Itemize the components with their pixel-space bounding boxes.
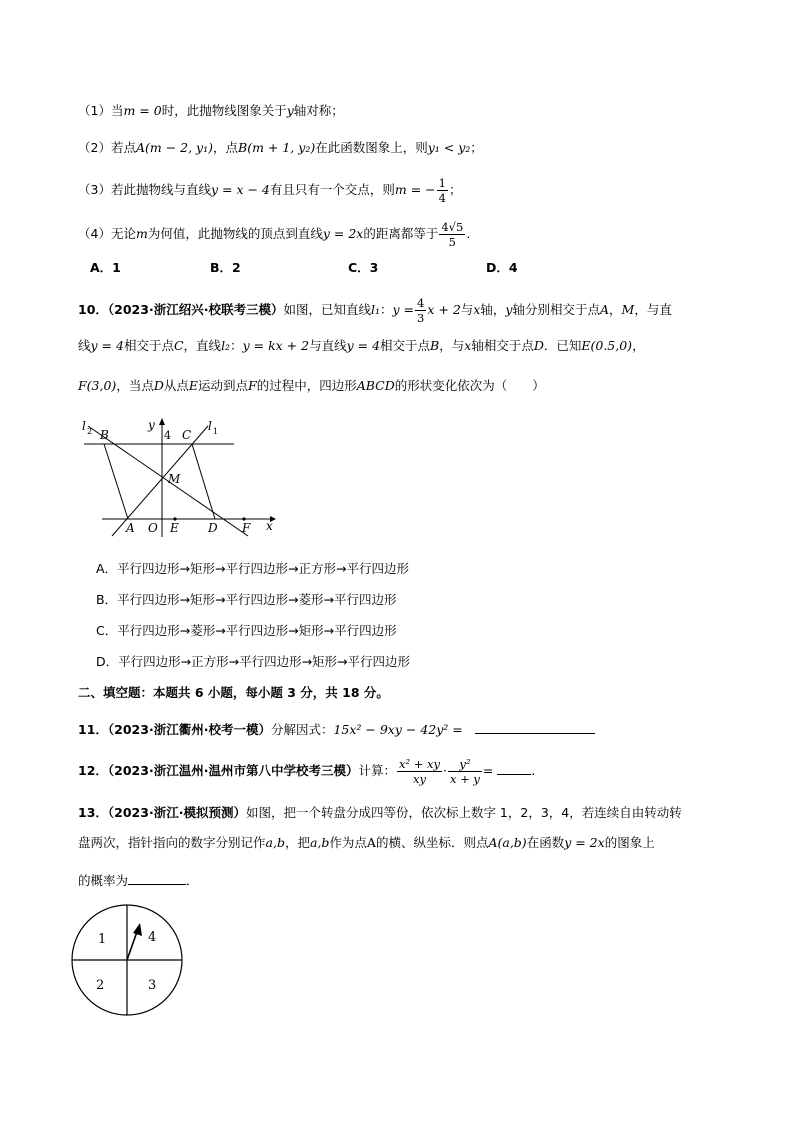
spinner-number-1: 1 (98, 932, 107, 947)
label-x: x (266, 519, 273, 533)
label-f: F (242, 521, 251, 535)
q13-line-1: 13．（2023·浙江·模拟预测）如图，把一个转盘分成四等份，依次标上数字 1，2，3，4，若连续自由转动转 (78, 805, 682, 820)
label-e: E (170, 521, 179, 535)
statement-3: （3）若此抛物线与直线y = x − 4有且只有一个交点，则m = − $\frac{1}{4}$ ； (78, 176, 462, 205)
q10-option-d[interactable]: D．平行四边形→正方形→平行四边形→矩形→平行四边形 (96, 654, 411, 669)
q10-option-b[interactable]: B．平行四边形→矩形→平行四边形→菱形→平行四边形 (96, 592, 397, 607)
spinner-figure (70, 903, 190, 1019)
q10-figure (72, 412, 282, 542)
statement-4: （4）无论m为何值，此抛物线的顶点到直线y = 2x的距离都等于 $\frac{4√5}{5}$ . (78, 220, 471, 249)
label-o: O (148, 521, 158, 535)
q13-line-2: 盘两次，指针指向的数字分别记作a,b，把a,b作为点A的横、纵坐标．则点A(a,b)在函数y = 2x的图象上 (78, 835, 655, 850)
q9-option-a[interactable]: A．1 (90, 260, 121, 275)
q10-line-3: F(3,0)，当点D从点E运动到点F的过程中，四边形ABCD的形状变化依次为（ ） (78, 378, 545, 393)
q9-option-c[interactable]: C．3 (348, 260, 379, 275)
q11: 11．（2023·浙江衢州·校考一模）分解因式：15x² − 9xy − 42y² = (78, 721, 595, 739)
spinner-pointer-arrowhead (133, 923, 142, 936)
q13-line-3: 的概率为 ． (78, 873, 199, 888)
q13-answer-blank[interactable] (128, 872, 186, 885)
statement-1: （1）当m = 0时，此抛物线图象关于y轴对称； (78, 103, 344, 118)
label-4: 4 (164, 429, 171, 442)
spinner-number-4: 4 (148, 930, 157, 945)
q12-answer-blank[interactable] (497, 762, 531, 775)
fraction-4-3: $\frac{4}{3}$ (417, 296, 425, 325)
q10-line-1: 10．（2023·浙江绍兴·校联考三模）如图，已知直线l₁：y = $\frac{4}{3}$ x + 2与x轴，y轴分别相交于点A，M，与直 (78, 296, 672, 325)
fraction-1-4: $\frac{1}{4}$ (438, 176, 446, 205)
label-a: A (126, 521, 135, 535)
label-l2: l (82, 419, 86, 433)
q9-option-b[interactable]: B．2 (210, 260, 241, 275)
side-ab (104, 444, 128, 519)
label-y: y (148, 418, 155, 432)
label-c: C (182, 428, 192, 442)
q9-option-d[interactable]: D．4 (486, 260, 518, 275)
label-l1-sub: 1 (213, 427, 219, 436)
q10-option-a[interactable]: A．平行四边形→矩形→平行四边形→正方形→平行四边形 (96, 561, 409, 576)
fraction-q12-2: $\frac{\text{y²}}{x + y}$ (449, 757, 480, 786)
label-l1: l (208, 419, 212, 433)
label-l2-sub: 2 (87, 427, 93, 436)
q10-option-c[interactable]: C．平行四边形→菱形→平行四边形→矩形→平行四边形 (96, 623, 397, 638)
y-axis-arrow (159, 418, 165, 425)
spinner-number-2: 2 (96, 978, 105, 993)
section-2-heading: 二、填空题：本题共 6 小题，每小题 3 分，共 18 分。 (78, 685, 389, 700)
spinner-number-3: 3 (148, 978, 157, 993)
label-b: B (100, 428, 109, 442)
q10-line-2: 线y = 4相交于点C，直线l₂：y = kx + 2与直线y = 4相交于点B，与x轴相交于点D．已知E(0.5,0)， (78, 338, 645, 353)
label-d: D (208, 521, 218, 535)
q12: 12．（2023·浙江温州·温州市第八中学校考三模）计算： $\frac{\text{x² + xy}}{xy}$ · $\frac{\text{y²}}{x + y}$ = . (78, 757, 536, 786)
label-m: M (168, 472, 181, 486)
side-cd (192, 444, 215, 519)
fraction-4root5-5: $\frac{4√5}{5}$ (441, 220, 464, 249)
q11-answer-blank[interactable] (475, 721, 595, 734)
fraction-q12-1: $\frac{\text{x² + xy}}{xy}$ (398, 757, 440, 786)
statement-2: （2）若点A(m − 2, y₁)，点B(m + 1, y₂)在此函数图象上，则y₁ < y₂； (78, 140, 483, 155)
